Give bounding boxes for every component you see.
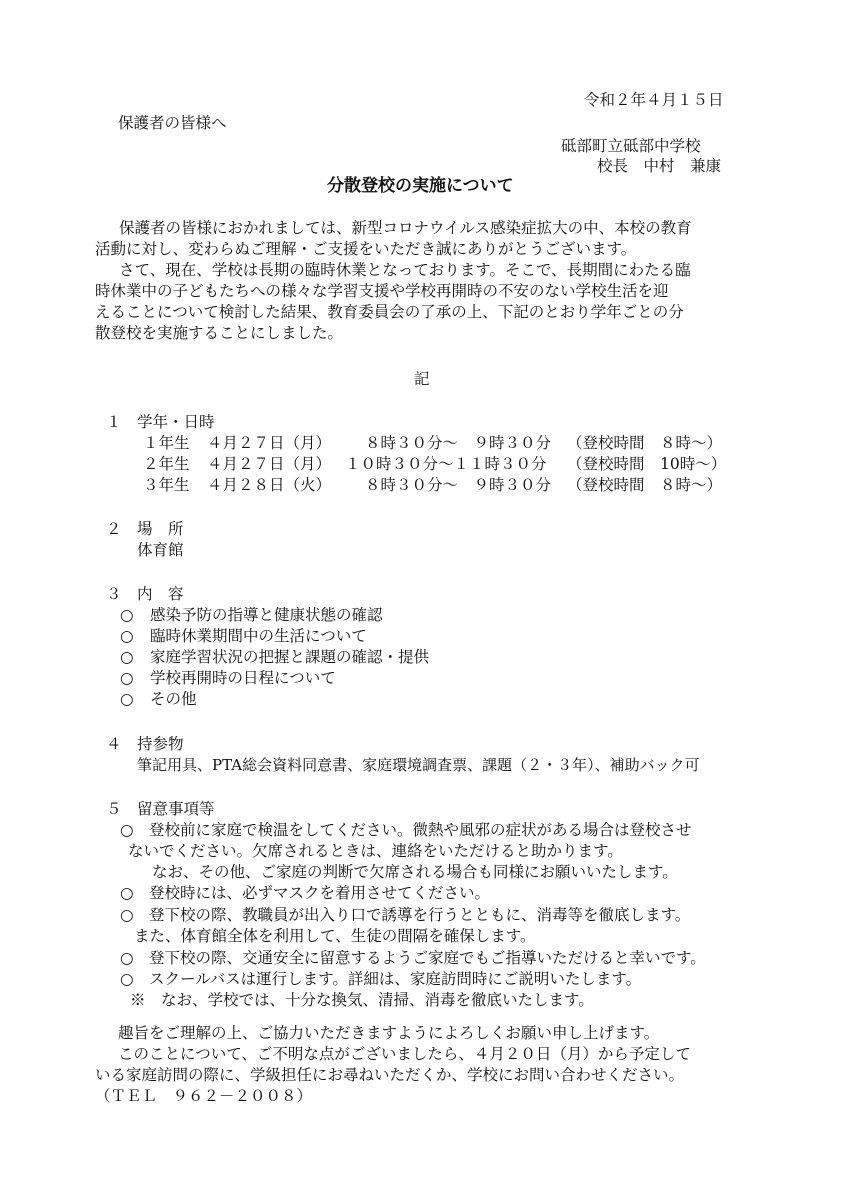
section-4-heading: ４ 持参物 xyxy=(106,735,184,753)
school-name: 砥部町立砥部中学校 xyxy=(561,137,701,155)
circle-bullet-icon: ○ xyxy=(120,627,134,645)
notice-line: ○ 登下校の際、交通安全に留意するようご家庭でもご指導いただけると幸いです。 xyxy=(120,949,706,967)
intro-line: 保護者の皆様におかれましては、新型コロナウイルス感染症拡大の中、本校の教育 xyxy=(119,219,692,237)
items-to-bring: 筆記用具、PTA総会資料同意書、家庭環境調査票、課題（２・３年）、補助バック可 xyxy=(137,756,700,774)
schedule-date: ４月２８日（火） xyxy=(207,476,332,494)
schedule-grade: ２年生 xyxy=(143,455,190,473)
list-item xyxy=(120,626,429,647)
list-item-text: 家庭学習状況の把握と課題の確認・提供 xyxy=(150,648,430,666)
notice-line: また、体育館全体を利用して、生徒の間隔を確保します。 xyxy=(134,927,536,945)
intro-line: 活動に対し、変わらぬご理解・ご支援をいただき誠にありがとうございます。 xyxy=(95,240,637,258)
circle-bullet-icon: ○ xyxy=(120,648,134,666)
intro-line: 時休業中の子どもたちへの様々な学習支援や学校再開時の不安のない学校生活を迎 xyxy=(95,282,669,300)
notice-line: ないでください。欠席されるときは、連絡をいただけると助かります。 xyxy=(128,842,623,860)
section-3-heading: ３ 内 容 xyxy=(106,585,184,603)
venue: 体育館 xyxy=(137,541,184,559)
schedule-grade: ３年生 xyxy=(143,476,190,494)
circle-bullet-icon: ○ xyxy=(120,690,134,708)
phone-number: （ＴＥＬ ９６２－２００８） xyxy=(95,1087,313,1105)
schedule-time: ８時３０分～ ９時３０分 xyxy=(365,434,552,452)
content-list xyxy=(120,605,429,710)
closing-line: このことについて、ご不明な点がございましたら、４月２０日（月）から予定して xyxy=(118,1045,691,1063)
ki-marker: 記 xyxy=(414,370,430,388)
list-item-text: 感染予防の指導と健康状態の確認 xyxy=(150,606,383,624)
intro-line: さて、現在、学校は長期の臨時休業となっております。そこで、長期間にわたる臨 xyxy=(119,261,691,279)
circle-bullet-icon: ○ xyxy=(120,606,134,624)
section-2-heading: ２ 場 所 xyxy=(106,520,184,538)
schedule-date: ４月２７日（月） xyxy=(207,455,332,473)
notice-note: ※ なお、学校では、十分な換気、清掃、消毒を徹底いたします。 xyxy=(130,991,594,1009)
closing-line: いる家庭訪問の際に、学級担任にお尋ねいただくか、学校にお問い合わせください。 xyxy=(95,1066,685,1084)
closing-line: 趣旨をご理解の上、ご協力いただきますようによろしくお願い申し上げます。 xyxy=(118,1024,660,1042)
schedule-grade: １年生 xyxy=(143,434,190,452)
notice-line: なお、その他、ご家庭の判断で欠席される場合も同様にお願いいたします。 xyxy=(152,863,678,881)
notice-line: ○ スクールバスは運行します。詳細は、家庭訪問時にご説明いたします。 xyxy=(120,970,642,988)
circle-bullet-icon: ○ xyxy=(120,669,134,687)
section-1-heading: １ 学年・日時 xyxy=(106,413,215,431)
schedule-arrival: （登校時間 ８時～） xyxy=(567,434,723,452)
schedule-time: ８時３０分～ ９時３０分 xyxy=(365,476,552,494)
schedule-date: ４月２７日（月） xyxy=(207,434,332,452)
intro-line: えることについて検討した結果、教育委員会の了承の上、下記のとおり学年ごとの分 xyxy=(95,303,684,321)
notice-line: ○ 登校時には、必ずマスクを着用させてください。 xyxy=(120,884,491,902)
list-item xyxy=(120,647,429,668)
principal-name: 校長 中村 兼康 xyxy=(597,157,722,175)
recipient: 保護者の皆様へ xyxy=(118,114,227,132)
list-item-text: その他 xyxy=(150,690,197,708)
intro-line: 散登校を実施することにしました。 xyxy=(95,324,344,342)
list-item-text: 学校再開時の日程について xyxy=(150,669,336,687)
list-item xyxy=(120,605,429,626)
list-item-text: 臨時休業期間中の生活について xyxy=(150,627,367,645)
schedule-time: １０時３０分～１１時３０分 xyxy=(345,455,547,473)
schedule-arrival: （登校時間 10時～） xyxy=(567,455,727,473)
intro-paragraph xyxy=(95,218,775,344)
schedule-arrival: （登校時間 ８時～） xyxy=(567,476,723,494)
notice-line: ○ 登校前に家庭で検温をしてください。微熱や風邪の症状がある場合は登校させ xyxy=(120,821,692,839)
notice-line: ○ 登下校の際、教職員が出入り口で誘導を行うとともに、消毒等を徹底します。 xyxy=(120,906,691,924)
section-5-heading: ５ 留意事項等 xyxy=(106,800,215,818)
list-item xyxy=(120,668,429,689)
list-item xyxy=(120,689,429,710)
issue-date: 令和２年４月１５日 xyxy=(584,91,724,109)
document-title: 分散登校の実施について xyxy=(327,176,514,196)
